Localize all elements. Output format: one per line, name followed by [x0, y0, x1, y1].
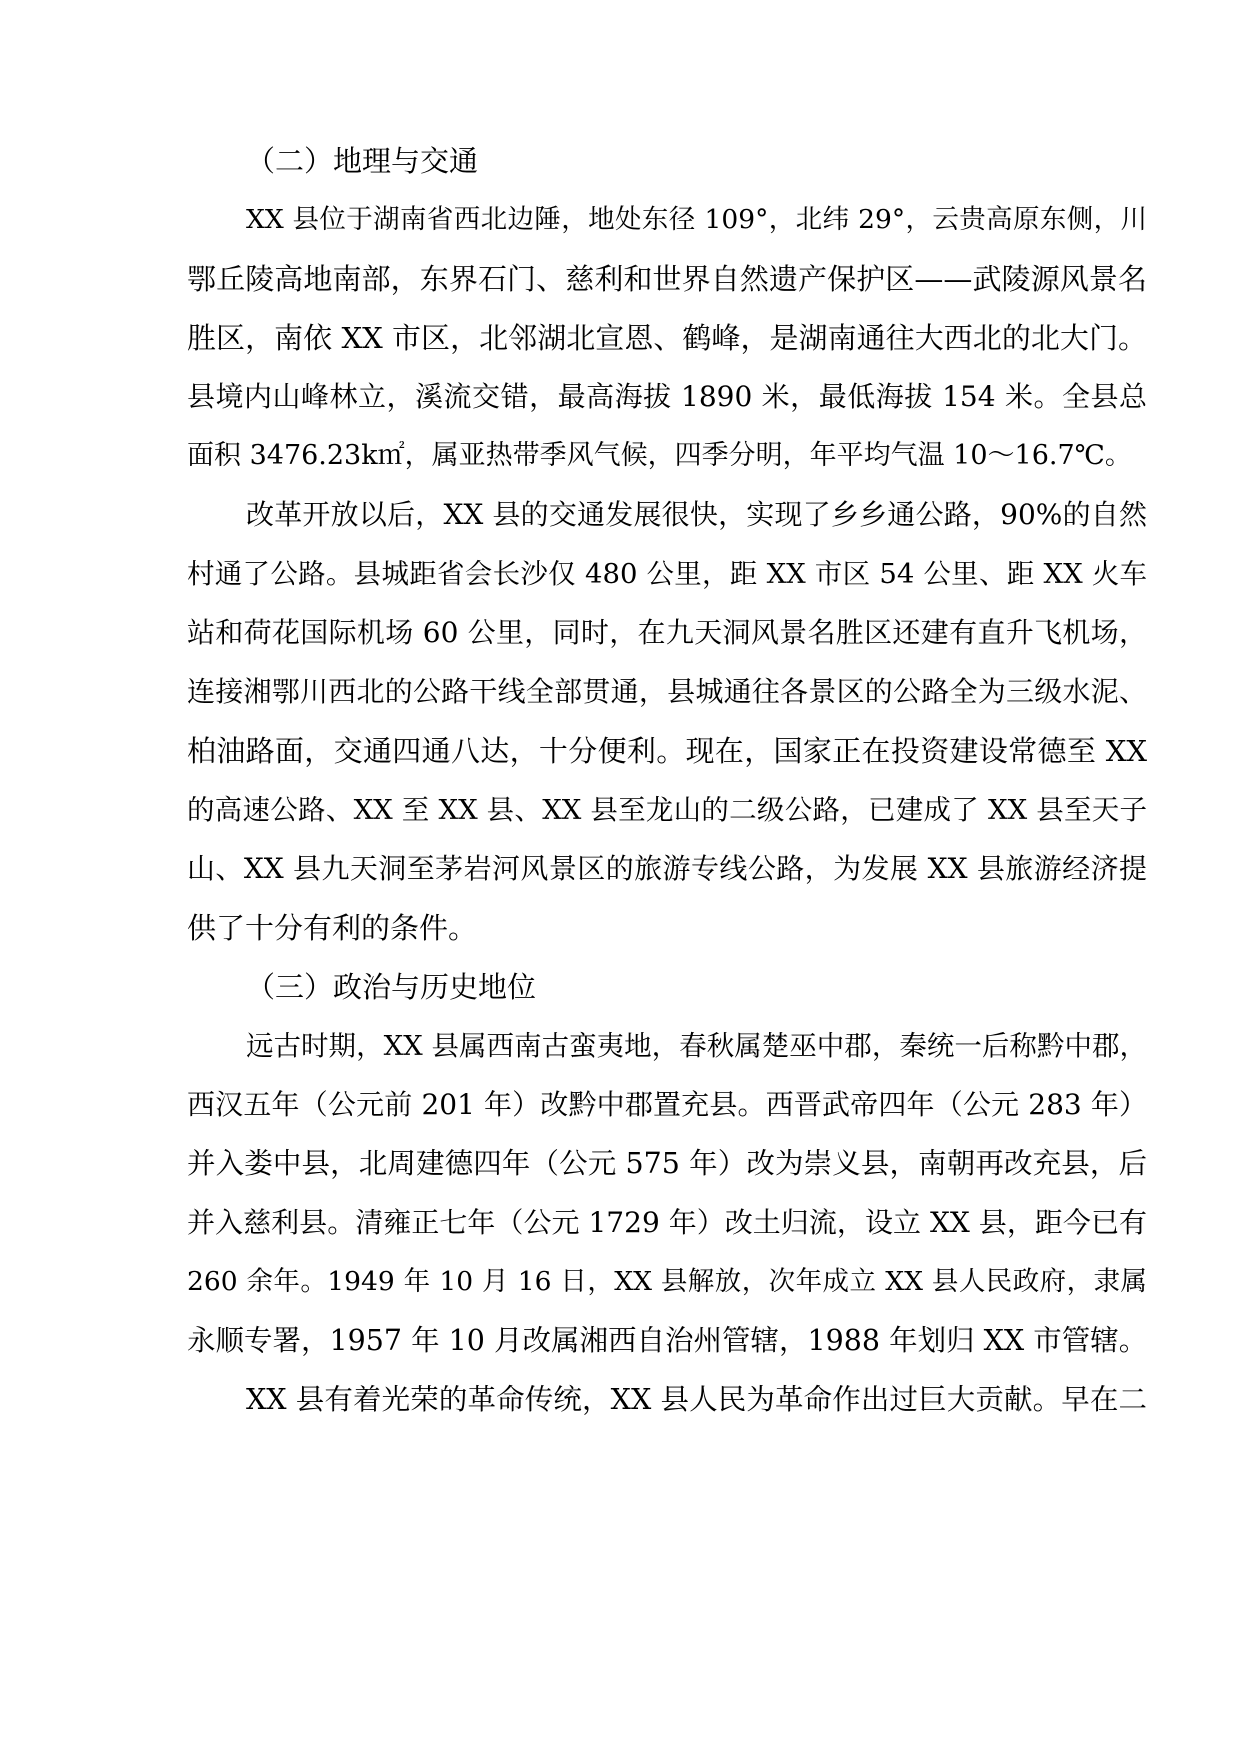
- paragraph-line: 面积 3476.23k㎡，属亚热带季风气候，四季分明，年平均气温 10～16.7℃。: [187, 440, 1132, 471]
- paragraph-line: 改革开放以后，XX 县的交通发展很快，实现了乡乡通公路，90%的自然: [246, 498, 1147, 531]
- paragraph-line: 胜区，南依 XX 市区，北邻湖北宣恩、鹤峰，是湖南通往大西北的北大门。: [187, 321, 1147, 355]
- paragraph-line: 县境内山峰林立，溪流交错，最高海拔 1890 米，最低海拔 154 米。全县总: [187, 380, 1147, 413]
- paragraph-line: 并入慈利县。清雍正七年（公元 1729 年）改土归流，设立 XX 县，距今已有: [187, 1206, 1147, 1239]
- paragraph-line: 远古时期，XX 县属西南古蛮夷地，春秋属楚巫中郡，秦统一后称黔中郡，: [246, 1030, 1147, 1062]
- paragraph-line: 站和荷花国际机场 60 公里，同时，在九天洞风景名胜区还建有直升飞机场，: [187, 616, 1147, 649]
- paragraph-line: 鄂丘陵高地南部，东界石门、慈利和世界自然遗产保护区——武陵源风景名: [187, 262, 1147, 296]
- paragraph-line: 的高速公路、XX 至 XX 县、XX 县至龙山的二级公路，已建成了 XX 县至天子: [187, 794, 1147, 826]
- paragraph-line: 供了十分有利的条件。: [187, 911, 478, 945]
- paragraph-line: XX 县位于湖南省西北边陲，地处东径 109°，北纬 29°，云贵高原东侧，川: [246, 204, 1147, 235]
- paragraph-line: XX 县有着光荣的革命传统，XX 县人民为革命作出过巨大贡献。早在二: [246, 1383, 1147, 1416]
- paragraph-line: 并入娄中县，北周建德四年（公元 575 年）改为崇义县，南朝再改充县，后: [187, 1147, 1147, 1180]
- paragraph-line: 村通了公路。县城距省会长沙仅 480 公里，距 XX 市区 54 公里、距 XX 火车: [187, 558, 1147, 590]
- paragraph-line: 柏油路面，交通四通八达，十分便利。现在，国家正在投资建设常德至 XX: [187, 734, 1147, 768]
- paragraph-line: 260 余年。1949 年 10 月 16 日，XX 县解放，次年成立 XX 县人民政府，隶属: [187, 1266, 1147, 1297]
- section-heading-geography: （二）地理与交通: [246, 144, 479, 178]
- paragraph-line: 连接湘鄂川西北的公路干线全部贯通，县城通往各景区的公路全为三级水泥、: [187, 675, 1147, 708]
- paragraph-line: 山、XX 县九天洞至茅岩河风景区的旅游专线公路，为发展 XX 县旅游经济提: [187, 852, 1147, 885]
- paragraph-line: 永顺专署，1957 年 10 月改属湘西自治州管辖，1988 年划归 XX 市管辖。: [187, 1324, 1148, 1357]
- section-heading-history: （三）政治与历史地位: [246, 970, 537, 1004]
- paragraph-line: 西汉五年（公元前 201 年）改黔中郡置充县。西晋武帝四年（公元 283 年）: [187, 1088, 1147, 1121]
